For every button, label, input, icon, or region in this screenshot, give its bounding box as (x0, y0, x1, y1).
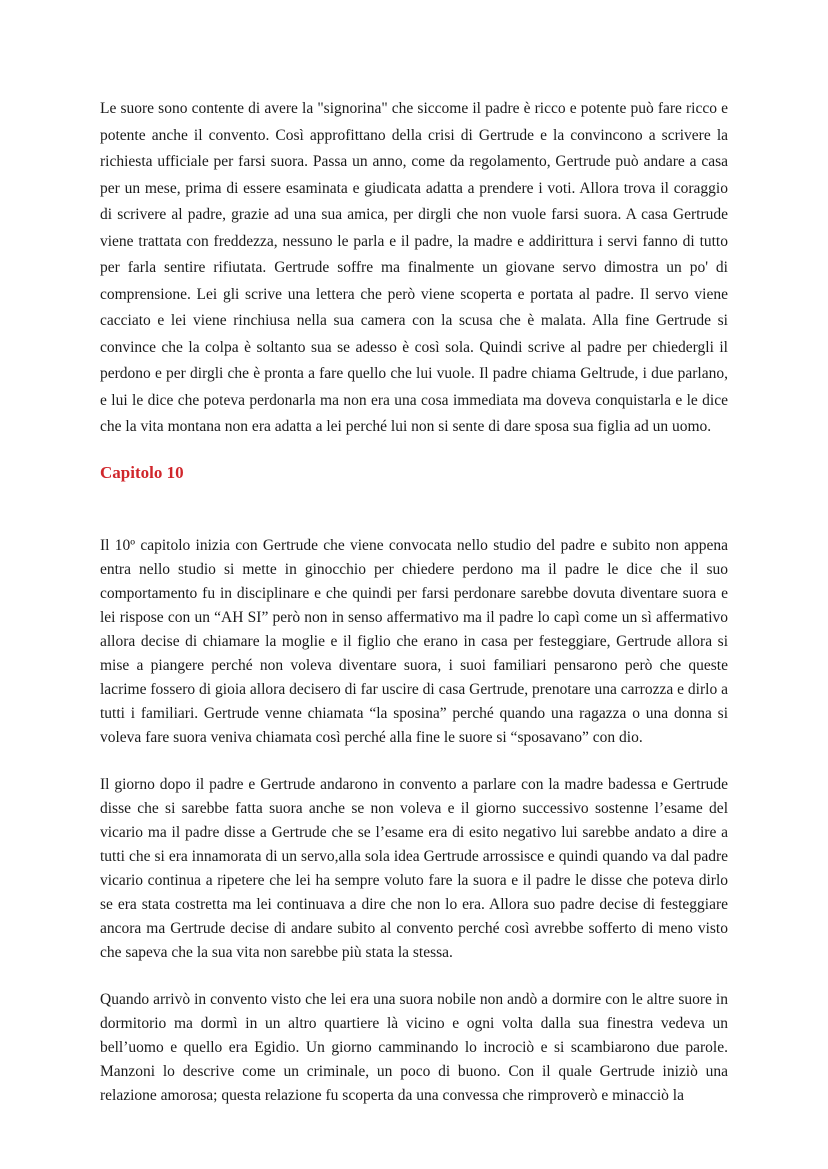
paragraph-egidio: Quando arrivò in convento visto che lei era una suora nobile non andò a dormire con le altre suore in dormitorio ma dormì in un altro quartiere là vicino e ogni volta dalla sua finestra vedeva un bell’uomo e quello era Egidio. Un giorno camminando lo incrociò e si scambiarono due parole. Manzoni lo descrive come un criminale, un poco di buono. Con il quale Gertrude iniziò una relazione amorosa; questa relazione fu scoperta da una convessa che rimproverò e minacciò la (100, 990, 728, 1104)
paragraph-convent-visit: Il giorno dopo il padre e Gertrude andarono in convento a parlare con la madre badessa e Gertrude disse che si sarebbe fatta suora anche se non voleva e il giorno successivo sostenne l’esame del vicario ma il padre disse a Gertrude che se l’esame era di esito negativo lui sarebbe andato a dire a tutti che si era innamorata di un servo,alla sola idea Gertrude arrossisce e quindi quando va dal padre vicario continua a ripetere che lei ha sempre voluto fare la suora e il padre le disse che poteva dirlo se era stata costretta ma lei continuava a dire che non lo era. Allora suo padre decise di festeggiare ancora ma Gertrude decise di andare subito al convento perché così avrebbe sofferto di meno visto che sapeva che la sua vita non sarebbe più stata la stessa. (100, 775, 728, 961)
document-page (100, 96, 728, 1108)
paragraph-chapter-10-intro: Il 10º capitolo inizia con Gertrude che viene convocata nello studio del padre e subito non appena entra nello studio si mette in ginocchio per chiedere perdono ma il padre le dice che il suo comportamento fu in disciplinare e che quindi per farsi perdonare sarebbe dovuta diventare suora e lei rispose con un “AH SI” però non in senso affermativo ma il padre lo capì come un sì affermativo allora decise di chiamare la moglie e il figlio che erano in casa per festeggiare, Gertrude allora si mise a piangere perché non voleva diventare suora, i suoi familiari pensarono però che queste lacrime fossero di gioia allora decisero di far uscire di casa Gertrude, prenotare una carrozza e dirlo a tutti i familiari. Gertrude venne chiamata “la sposina” perché quando una ragazza o una donna si voleva fare suora veniva chiamata così perché alla fine le suore si “sposavano” con dio. (100, 536, 728, 746)
chapter-heading: Capitolo 10 (100, 462, 184, 482)
paragraph-gertrude-home: Le suore sono contente di avere la "signorina" che siccome il padre è ricco e potente può fare ricco e potente anche il convento. Così approfittano della crisi di Gertrude e la convincono a scrivere la richiesta ufficiale per farsi suora. Passa un anno, come da regolamento, Gertrude può andare a casa per un mese, prima di essere esaminata e giudicata adatta a prendere i voti. Allora trova il coraggio di scrivere al padre, grazie ad una sua amica, per dirgli che non vuole farsi suora. A casa Gertrude viene trattata con freddezza, nessuno le parla e il padre, la madre e addirittura i servi fanno di tutto per farla sentire rifiutata. Gertrude soffre ma finalmente un giovane servo dimostra un po' di comprensione. Lei gli scrive una lettera che però viene scoperta e portata al padre. Il servo viene cacciato e lei viene rinchiusa nella sua camera con la scusa che è malata. Alla fine Gertrude si convince che la colpa è soltanto sua se adesso è così sola. Quindi scrive al padre per chiedergli il perdono e per dirgli che è pronta a fare quello che lui vuole. Il padre chiama Geltrude, i due parlano, e lui le dice che poteva perdonarla ma non era una cosa immediata ma doveva conquistarla e le dice che la vita montana non era adatta a lei perché lui non si sente di dare sposa sua figlia ad un uomo. (100, 100, 728, 435)
